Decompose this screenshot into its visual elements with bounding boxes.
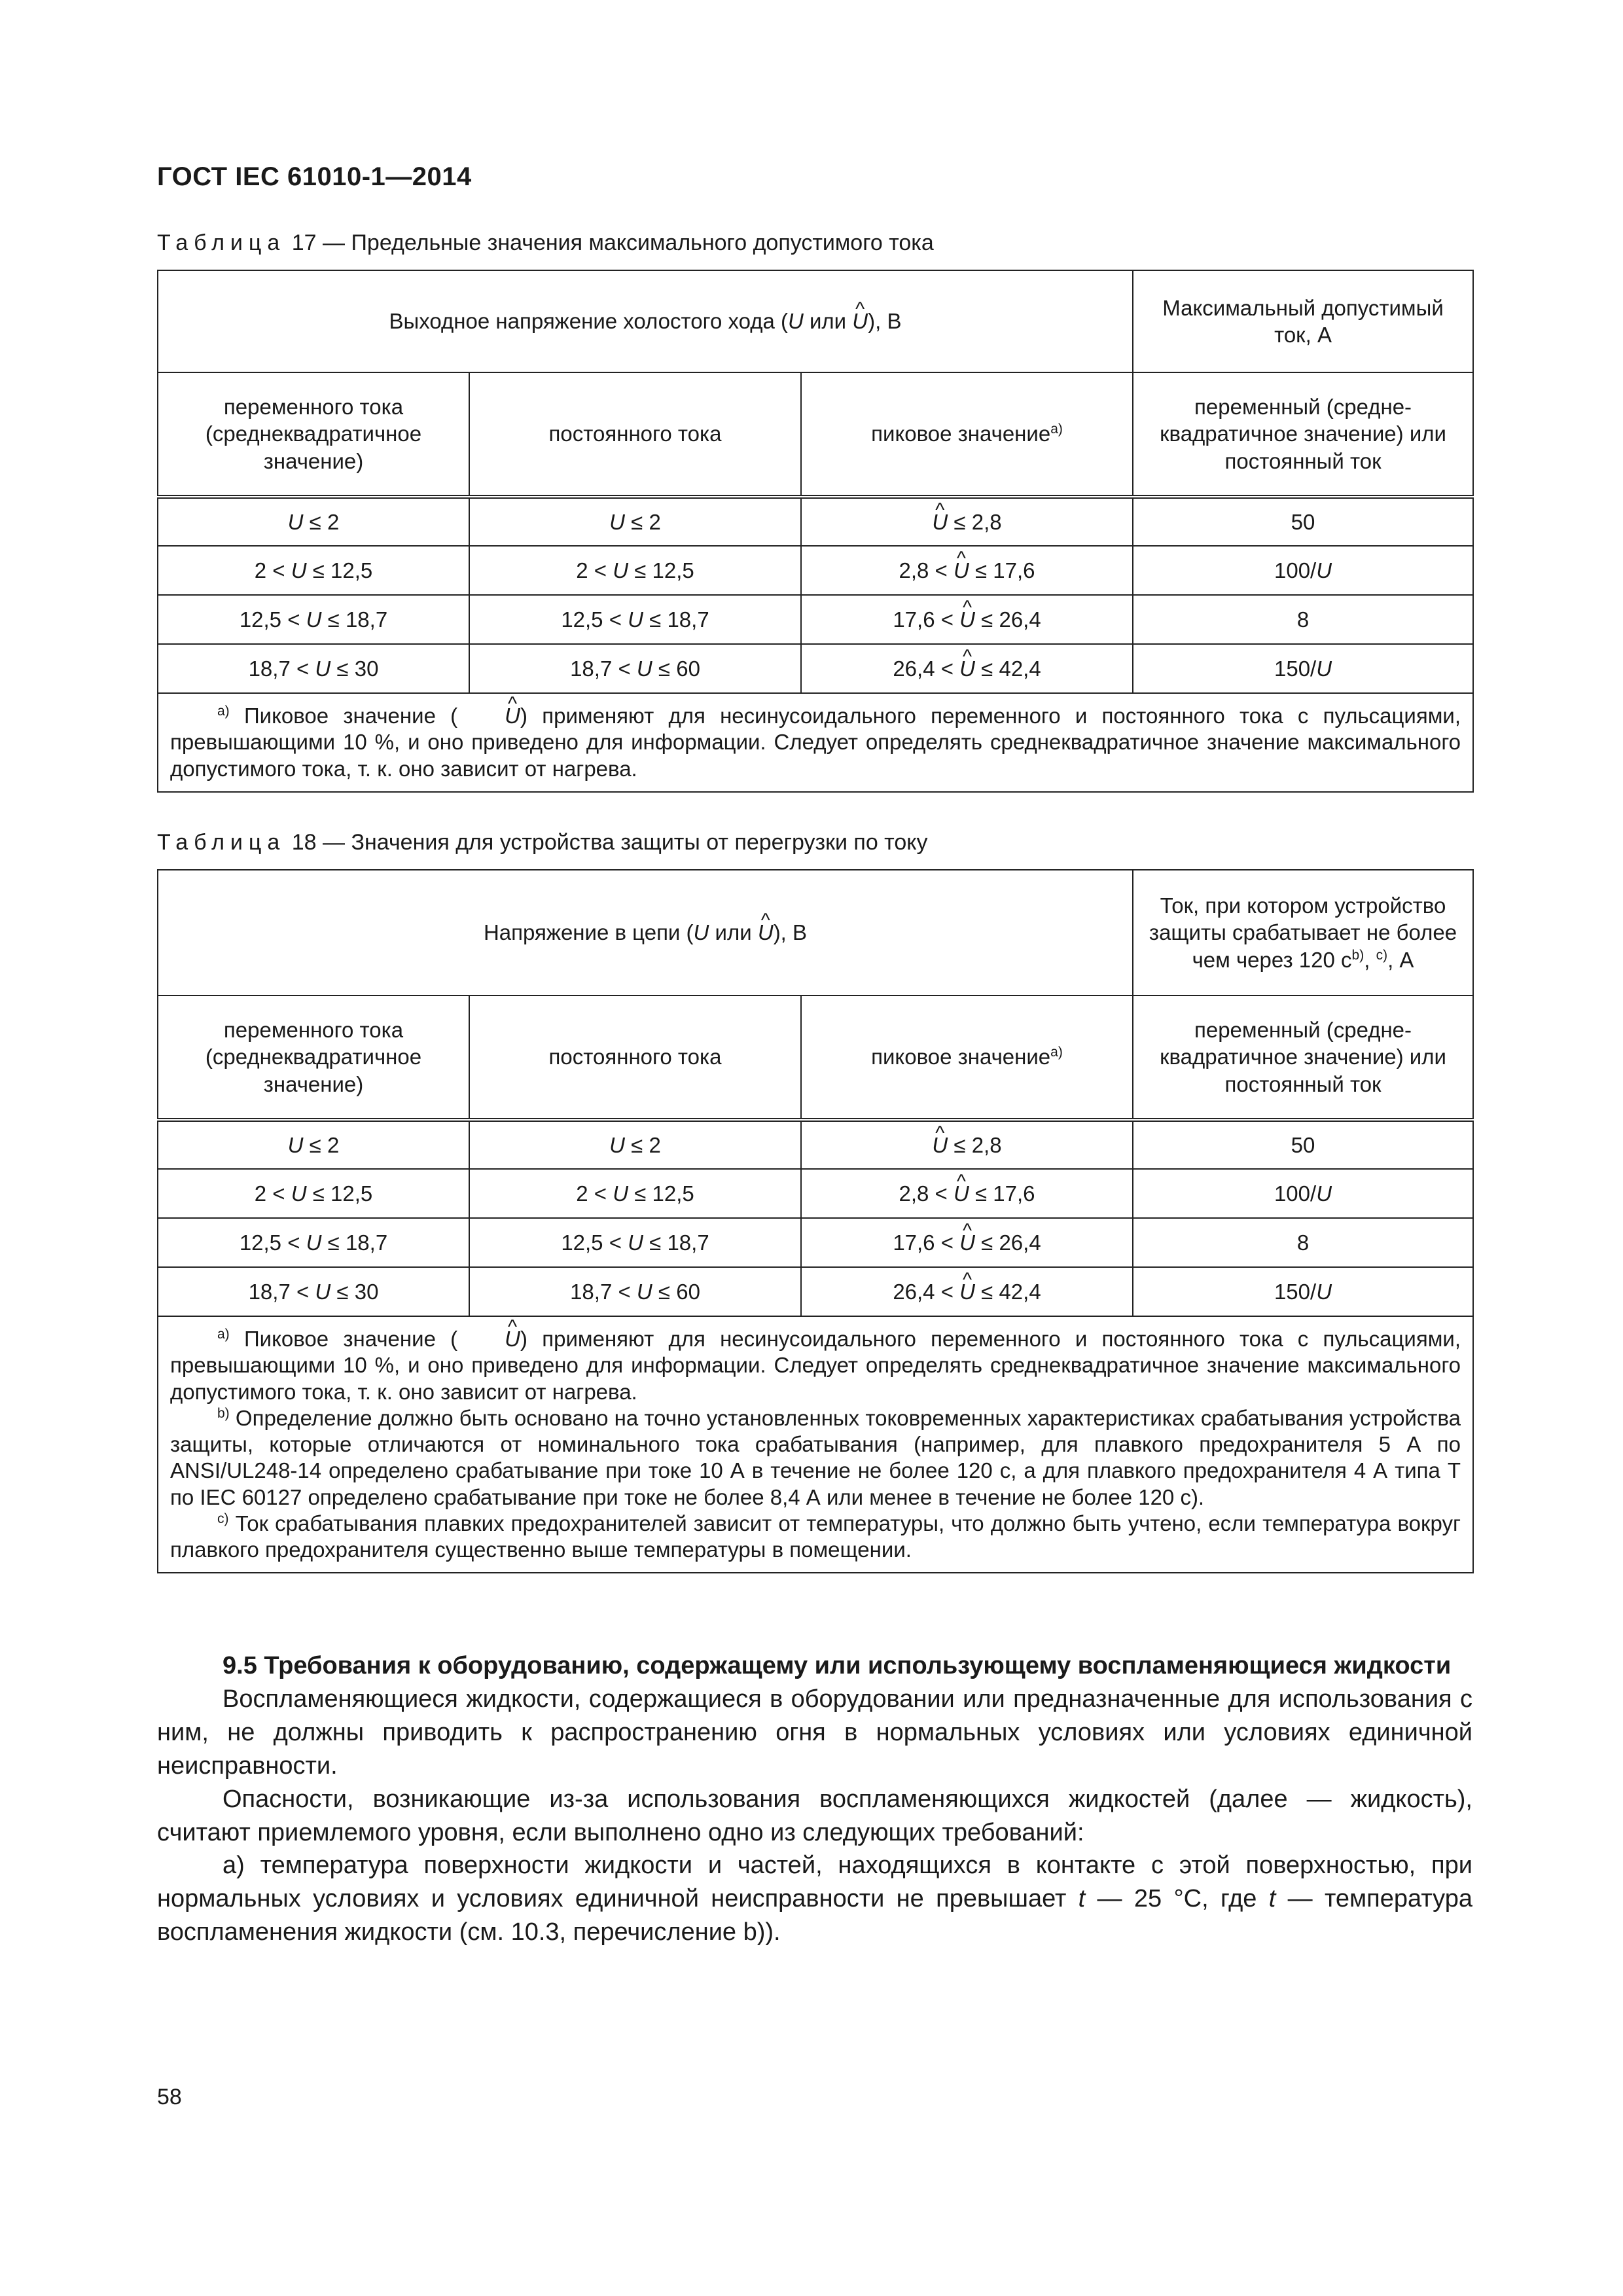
table18-sub-dc: постоянного тока bbox=[469, 996, 801, 1120]
table17-footnote-row bbox=[158, 693, 1473, 792]
table-row: 2 < U ≤ 12,5 2 < U ≤ 12,5 2,8 < ^ U ≤ 17,6 100/U bbox=[158, 546, 1473, 595]
table-row: 2 < U ≤ 12,5 2 < U ≤ 12,5 2,8 < ^ U ≤ 17,6 100/U bbox=[158, 1169, 1473, 1218]
table-row: U ≤ 2 U ≤ 2 ^ U ≤ 2,8 50 bbox=[158, 497, 1473, 546]
table18 bbox=[157, 869, 1474, 1573]
table17-caption-word: Таблица bbox=[157, 230, 286, 255]
table18-subheader-row bbox=[158, 996, 1473, 1120]
section-title: 9.5 Требования к оборудованию, содержащему или использующему воспламеняющиеся жидкости bbox=[223, 1652, 1452, 1679]
table17-caption-title: 17 — Предельные значения максимального допустимого тока bbox=[291, 230, 934, 255]
table17-sub-current: переменный (средне-квадратичное значение) или постоянный ток bbox=[1133, 372, 1473, 497]
table-row: 18,7 < U ≤ 30 18,7 < U ≤ 60 26,4 < ^ U ≤ 42,4 150/U bbox=[158, 1267, 1473, 1316]
section-paragraph-1: Воспламеняющиеся жидкости, содержащиеся в оборудовании или предназначенные для использования с ним, не должны приводить к распространению огня в нормальных условиях или условиях единичной неисправности. bbox=[157, 1685, 1472, 1780]
table17-sub-peak: пиковое значение$^{a)}$ bbox=[801, 372, 1133, 497]
table18-sub-peak: пиковое значение$^{a)}$ bbox=[801, 996, 1133, 1120]
table-row: 12,5 < U ≤ 18,7 12,5 < U ≤ 18,7 17,6 < ^ U ≤ 26,4 8 bbox=[158, 595, 1473, 644]
table17-sub-ac: переменного тока (среднеквадратичное значение) bbox=[158, 372, 469, 497]
table18-footnotes bbox=[158, 1316, 1473, 1573]
table18-sub-ac: переменного тока (среднеквадратичное значение) bbox=[158, 996, 469, 1120]
document-code: ГОСТ IEC 61010-1—2014 bbox=[157, 162, 472, 191]
table-row: 12,5 < U ≤ 18,7 12,5 < U ≤ 18,7 17,6 < ^ U ≤ 26,4 8 bbox=[158, 1218, 1473, 1267]
section-9-5 bbox=[157, 1649, 1472, 1949]
section-paragraph-2: Опасности, возникающие из-за использования воспламеняющихся жидкостей (далее — жидкость), считают приемлемого уровня, если выполнено одно из следующих требований: bbox=[157, 1785, 1472, 1846]
table17 bbox=[157, 270, 1474, 793]
table18-head-current: Ток, при котором устройство защиты срабатывает не более чем через 120 $с^{b)}$, $^{c)}$, А bbox=[1133, 870, 1473, 996]
page-number: 58 bbox=[157, 2085, 182, 2109]
table18-head-voltage: Напряжение в цепи (U или ^ U), В bbox=[158, 870, 1133, 996]
table18-footnote-row bbox=[158, 1316, 1473, 1573]
table17-header-row bbox=[158, 270, 1473, 372]
table18-caption bbox=[157, 830, 928, 855]
table17-head-voltage: Выходное напряжение холостого хода (U или ^ U), В bbox=[158, 270, 1133, 372]
table18-header-row bbox=[158, 870, 1473, 996]
footnote-a: $^{a)}$ Пиковое значение (^ U) применяют для несинусоидального переменного и постоянного тока с пульсациями, превышающими 10 %, и оно приведено для информации. Следует определять среднеквадратичное значение максимального допустимого тока, т. к. оно зависит от нагрева. bbox=[170, 703, 1461, 782]
table-row: U ≤ 2 U ≤ 2 ^ U ≤ 2,8 50 bbox=[158, 1120, 1473, 1169]
table-row: 18,7 < U ≤ 30 18,7 < U ≤ 60 26,4 < ^ U ≤ 42,4 150/U bbox=[158, 644, 1473, 693]
footnote-a: $^{a)}$ Пиковое значение (^ U) применяют для несинусоидального переменного и постоянного тока с пульсациями, превышающими 10 %, и оно приведено для информации. Следует определять среднеквадратичное значение максимального допустимого тока, т. к. оно зависит от нагрева. bbox=[170, 1326, 1461, 1405]
table17-sub-dc: постоянного тока bbox=[469, 372, 801, 497]
footnote-c: $^{c)}$ Ток срабатывания плавких предохранителей зависит от температуры, что должно быть учтено, если температура вокруг плавкого предохранителя существенно выше температуры в помещении. bbox=[170, 1511, 1461, 1562]
table18-caption-title: 18 — Значения для устройства защиты от перегрузки по току bbox=[291, 830, 928, 855]
table17-head-current: Максимальный допустимый ток, А bbox=[1133, 270, 1473, 372]
footnote-b: $^{b)}$ Определение должно быть основано на точно установленных токовременных характеристиках срабатывания устройства защиты, которые отличаются от номинального тока срабатывания (например, для плавкого предохранителя 5 А по ANSI/UL248-14 определено срабатывание при токе 10 А в течение не более 120 с, а для плавкого предохранителя 4 А типа Т по IEC 60127 определено срабатывание при токе не более 8,4 А или менее в течение не более 120 с). bbox=[170, 1405, 1461, 1509]
table17-subheader-row bbox=[158, 372, 1473, 497]
table18-caption-word: Таблица bbox=[157, 830, 286, 855]
table17-caption bbox=[157, 230, 934, 256]
table18-sub-current: переменный (средне-квадратичное значение) или постоянный ток bbox=[1133, 996, 1473, 1120]
section-paragraph-3: a) температура поверхности жидкости и частей, находящихся в контакте с этой поверхностью, при нормальных условиях и условиях единичной неисправности не превышает t — 25 °С, где t — температура воспламенения жидкости (см. 10.3, перечисление b)). bbox=[157, 1852, 1472, 1946]
table17-footnotes bbox=[158, 693, 1473, 792]
